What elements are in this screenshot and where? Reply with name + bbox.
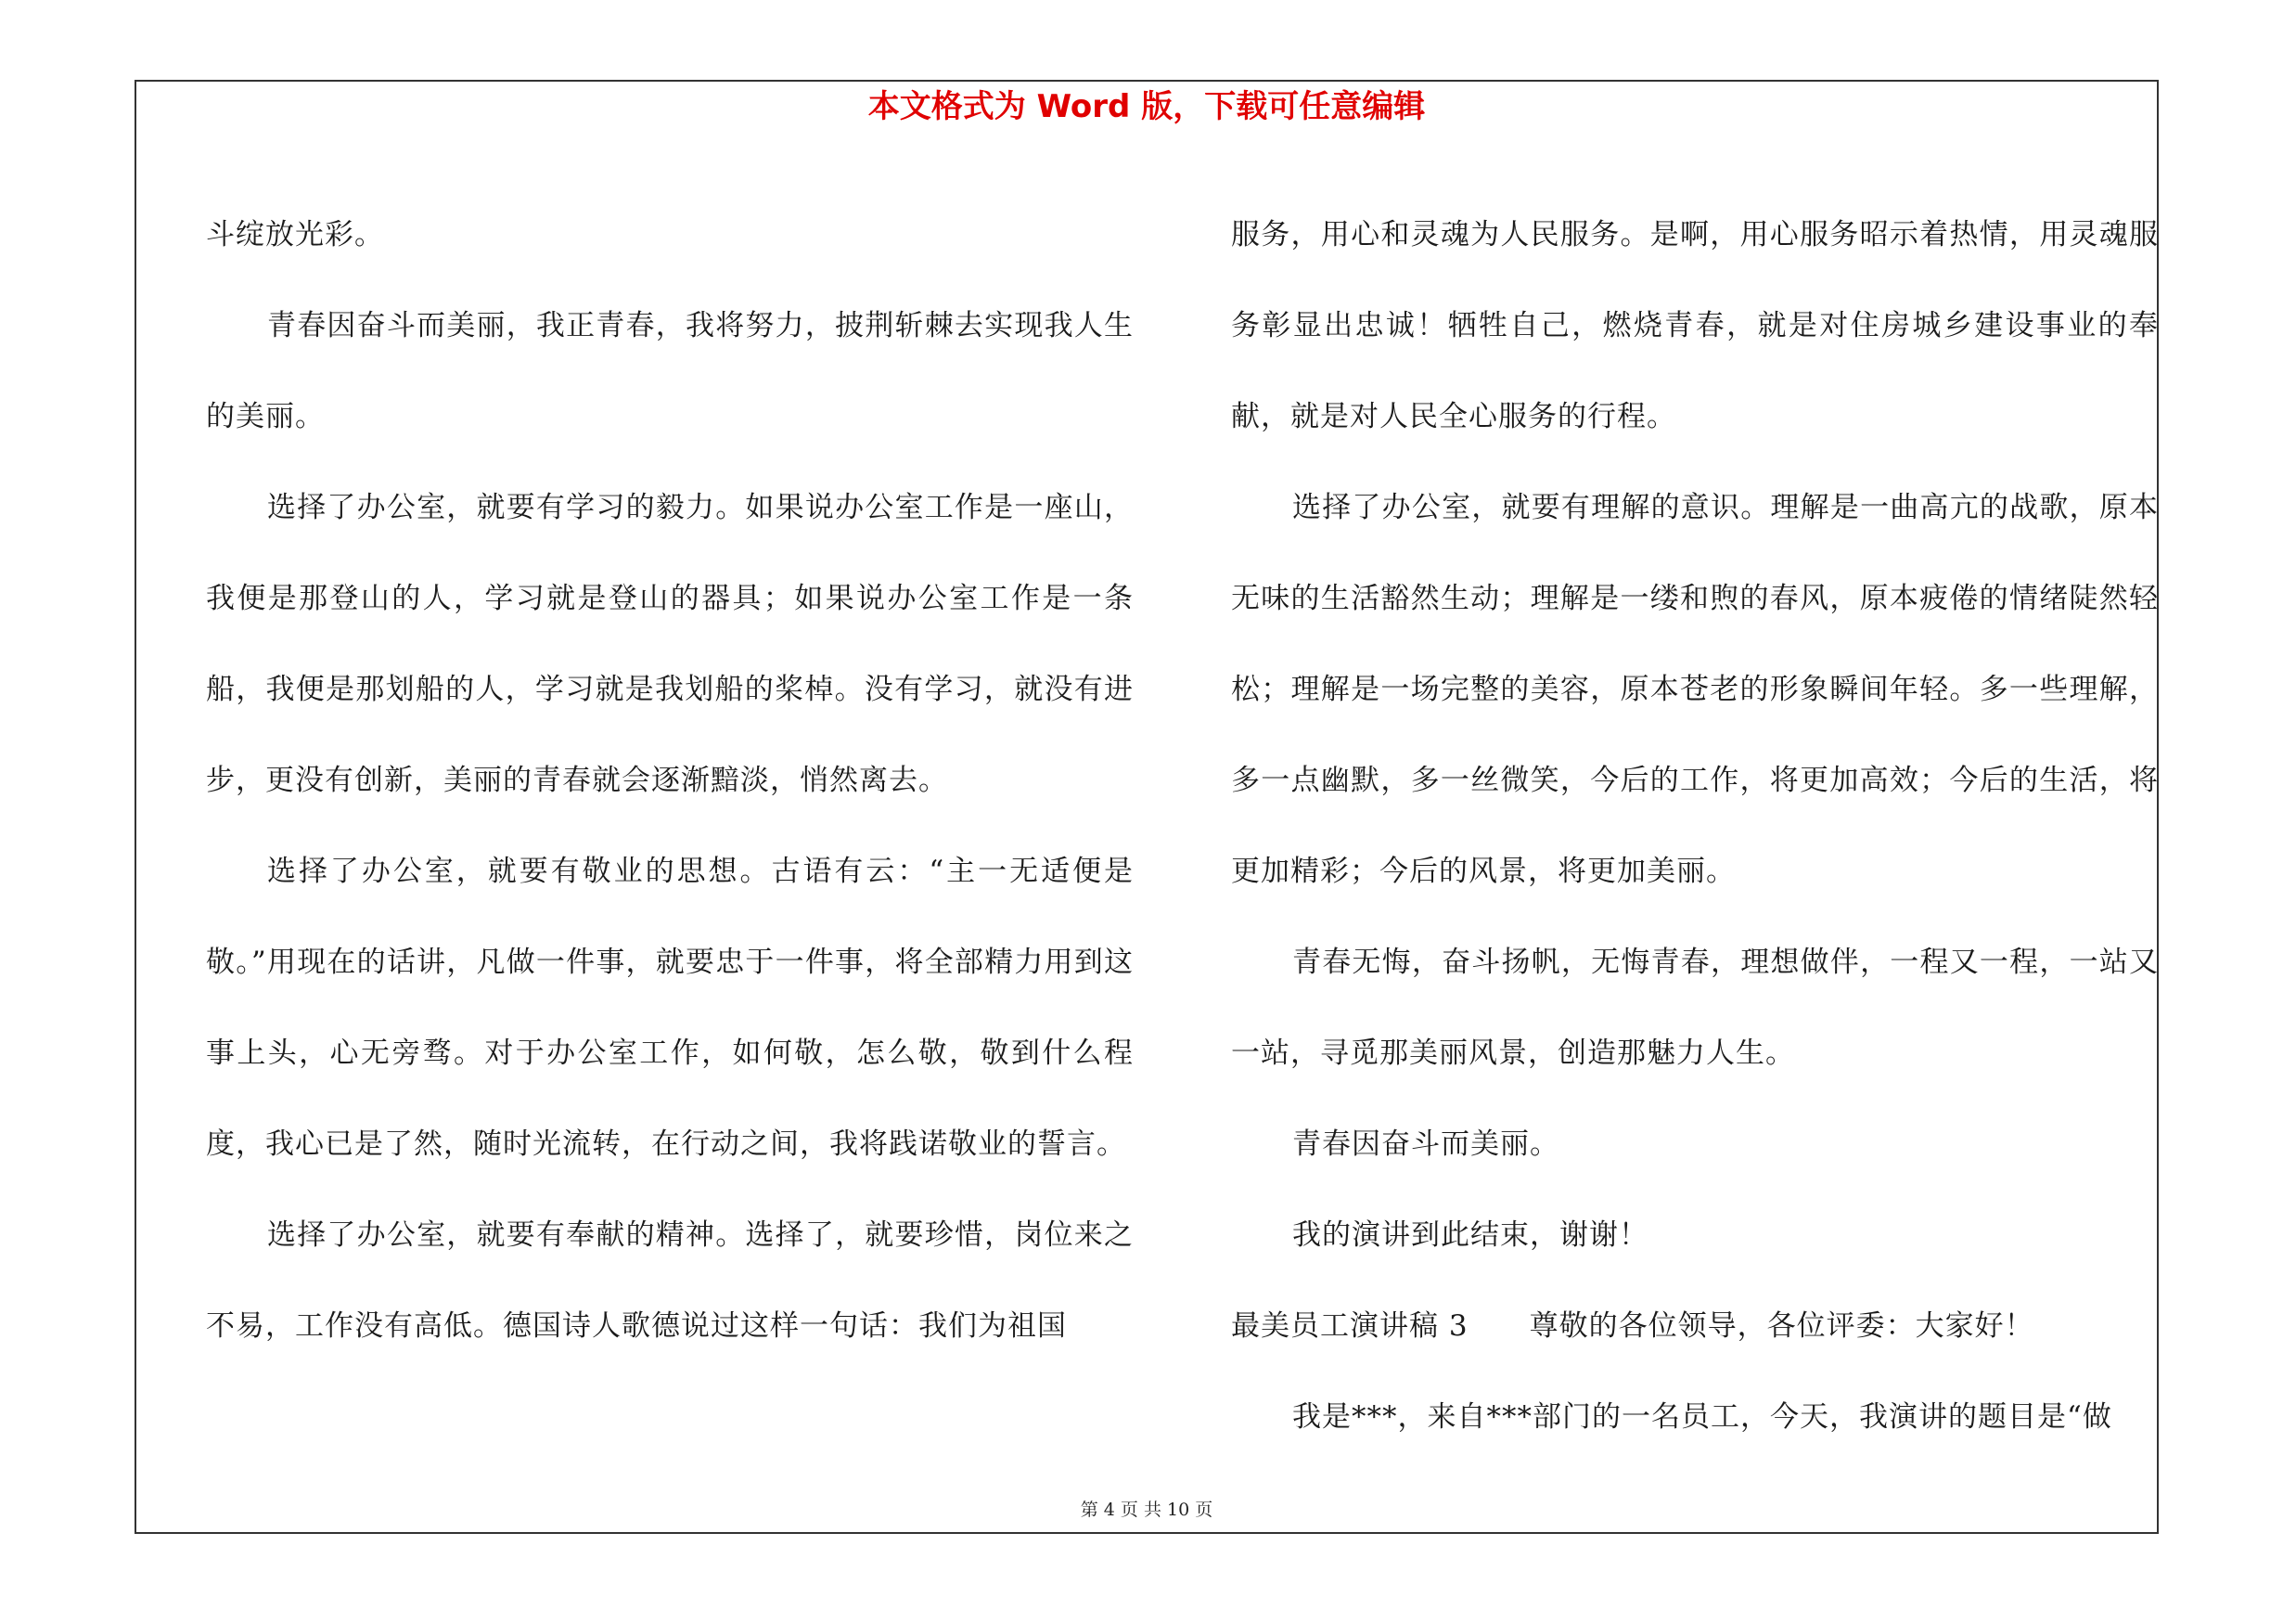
format-notice-banner: 本文格式为 Word 版，下载可任意编辑 <box>867 88 1426 125</box>
paragraph-youth-beauty: 青春因奋斗而美丽，我正青春，我将努力，披荆斩棘去实现我人生的美丽。 <box>206 309 1134 433</box>
left-text-column <box>206 189 1134 1372</box>
page-number: 第 4 页 共 10 页 <box>1080 1500 1213 1520</box>
speech-title: 最美员工演讲稿 3 <box>1231 1309 1469 1343</box>
speech-title-line <box>1231 1281 2159 1372</box>
paragraph-introduction: 我是***，来自***部门的一名员工，今天，我演讲的题目是“做 <box>1292 1400 2112 1434</box>
paragraph-dedication: 选择了办公室，就要有敬业的思想。古语有云：“主一无适便是敬。”用现在的话讲，凡做一件事，就要忠于一件事，将全部精力用到这事上头，心无旁骛。对于办公室工作，如何敬，怎么敬，敬到什么程度，我心已是了然，随时光流转，在行动之间，我将践诺敬业的誓言。 <box>206 855 1134 1161</box>
speech-greeting: 尊敬的各位领导，各位评委：大家好！ <box>1529 1309 2034 1343</box>
paragraph-service: 服务，用心和灵魂为人民服务。是啊，用心服务昭示着热情，用灵魂服务彰显出忠诚！牺牲自己，燃烧青春，就是对住房城乡建设事业的奉献，就是对人民全心服务的行程。 <box>1231 218 2159 433</box>
paragraph-youth-struggle: 青春因奋斗而美丽。 <box>1292 1127 1559 1161</box>
paragraph-continuation: 斗绽放光彩。 <box>206 218 384 251</box>
paragraph-no-regret: 青春无悔，奋斗扬帆，无悔青春，理想做伴，一程又一程，一站又一站，寻觅那美丽风景，创造那魅力人生。 <box>1231 946 2159 1070</box>
paragraph-closing: 我的演讲到此结束，谢谢！ <box>1292 1218 1648 1252</box>
paragraph-devotion: 选择了办公室，就要有奉献的精神。选择了，就要珍惜，岗位来之不易，工作没有高低。德国诗人歌德说过这样一句话：我们为祖国 <box>206 1218 1134 1343</box>
paragraph-understanding: 选择了办公室，就要有理解的意识。理解是一曲高亢的战歌，原本无味的生活豁然生动；理解是一缕和煦的春风，原本疲倦的情绪陡然轻松；理解是一场完整的美容，原本苍老的形象瞬间年轻。多一些理解，多一点幽默，多一丝微笑，今后的工作，将更加高效；今后的生活，将更加精彩；今后的风景，将更加美丽。 <box>1231 491 2159 888</box>
paragraph-learning: 选择了办公室，就要有学习的毅力。如果说办公室工作是一座山，我便是那登山的人，学习就是登山的器具；如果说办公室工作是一条船，我便是那划船的人，学习就是我划船的桨棹。没有学习，就没有进步，更没有创新，美丽的青春就会逐渐黯淡，悄然离去。 <box>206 491 1134 797</box>
right-text-column <box>1231 189 2159 1462</box>
document-page <box>135 80 2159 1534</box>
